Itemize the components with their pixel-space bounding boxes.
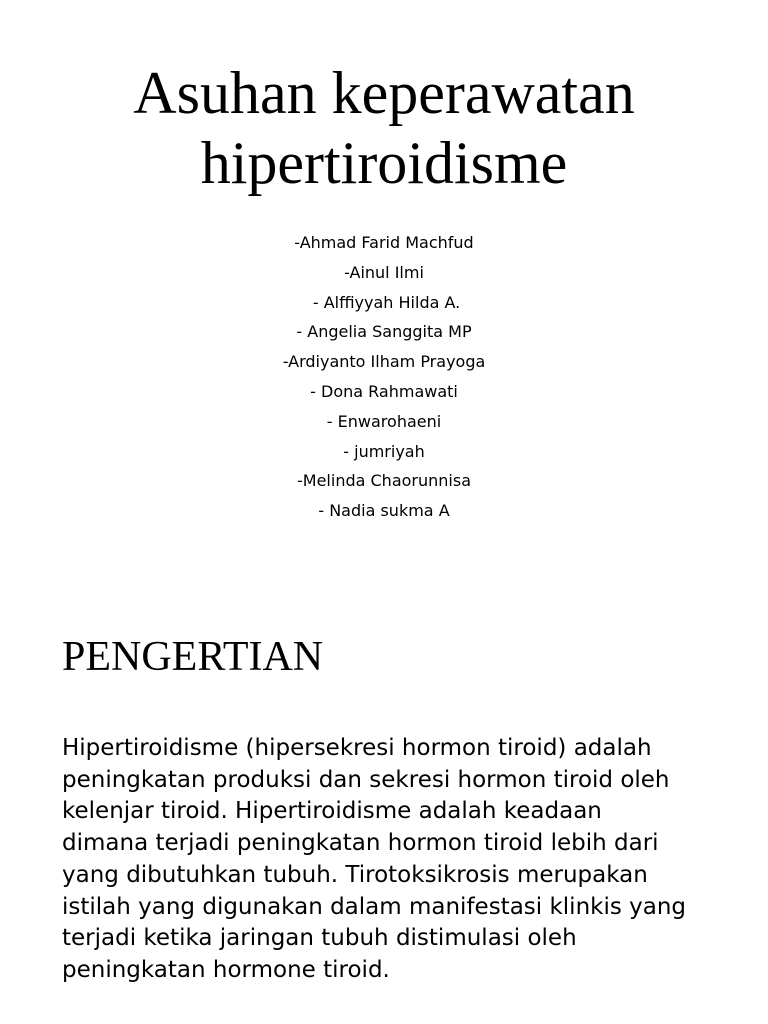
paragraph-line: terjadi ketika jaringan tubuh distimulasi oleh [62, 925, 577, 952]
author-item: - Nadia sukma A [318, 501, 450, 521]
paragraph-line: peningkatan hormone tiroid. [62, 956, 390, 983]
paragraph-line: Hipertiroidisme (hipersekresi hormon tiroid) adalah [62, 735, 652, 761]
author-item: - Alffiyyah Hilda A. [307, 292, 461, 312]
author-item: -Ahmad Farid Machfud [294, 233, 474, 252]
paragraph-line: dimana terjadi peningkatan hormon tiroid lebih dari [62, 830, 659, 857]
paragraph-line: peningkatan produksi dan sekresi hormon tiroid oleh [62, 766, 670, 793]
author-list [0, 228, 768, 526]
author-item: - Dona Rahmawati [310, 381, 458, 401]
author-item: - jumriyah [343, 441, 425, 461]
paragraph-line: kelenjar tiroid. Hipertiroidisme adalah keadaan [62, 798, 602, 825]
section-heading: PENGERTIAN [62, 634, 324, 680]
slide-title-line: Asuhan keperawatan [133, 60, 635, 126]
author-item: - Angelia Sanggita MP [296, 322, 472, 342]
author-item: -Ainul Ilmi [344, 262, 424, 282]
author-item: -Ardiyanto Ilham Prayoga [282, 352, 486, 372]
author-item: - Enwarohaeni [326, 411, 442, 431]
slide-title [0, 58, 768, 198]
definition-paragraph [62, 733, 722, 987]
definition-slide [0, 590, 768, 1024]
slide-title-line: hipertiroidisme [200, 130, 568, 196]
paragraph-line: istilah yang digunakan dalam manifestasi klinkis yang [62, 893, 687, 920]
author-item: -Melinda Chaorunnisa [297, 471, 471, 491]
paragraph-line: yang dibutuhkan tubuh. Tirotoksikrosis merupakan [62, 861, 648, 888]
